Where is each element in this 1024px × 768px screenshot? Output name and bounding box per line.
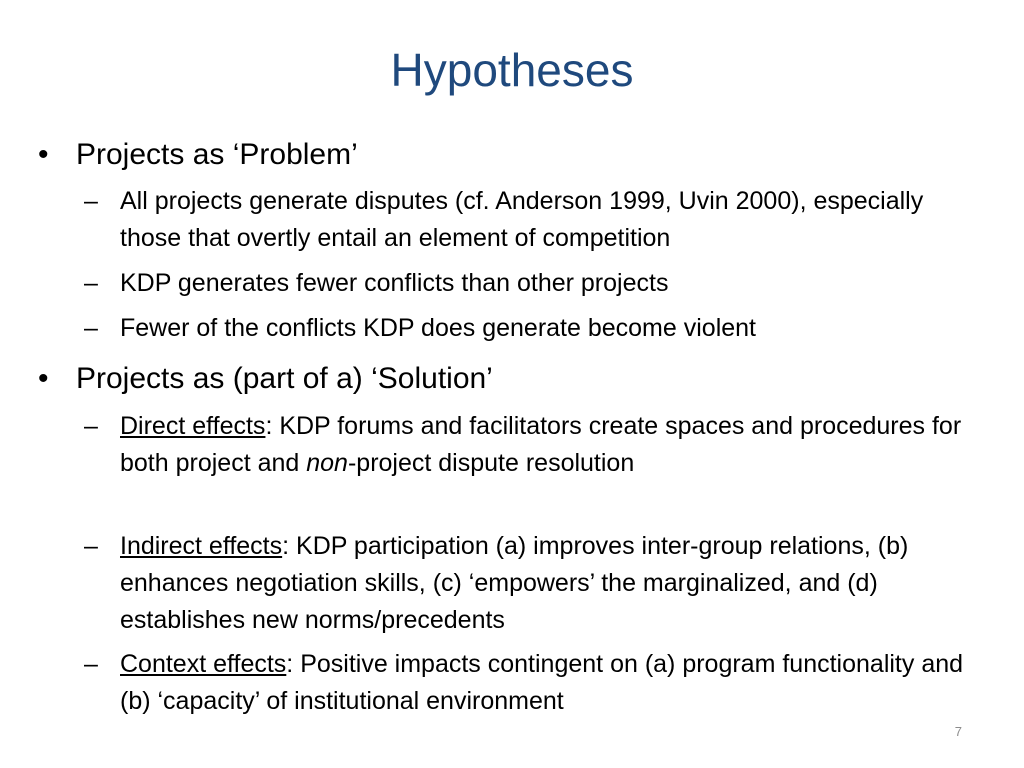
bullet-heading: Projects as (part of a) ‘Solution’ [76, 362, 493, 395]
sub-bullet [84, 183, 984, 257]
effect-text-end: -project dispute resolution [347, 449, 635, 477]
sub-bullet-text [120, 528, 984, 639]
effect-text: : KDP forums and facilitators create spaces and procedures for both project and [120, 412, 962, 477]
bullet-projects-as-solution [38, 360, 978, 398]
page-number: 7 [954, 724, 962, 739]
effect-label: Indirect effects [120, 532, 283, 560]
dash-icon: – [84, 650, 98, 678]
slide-title: Hypotheses [390, 44, 634, 96]
sub-bullet-text: Fewer of the conflicts KDP does generate become violent [120, 314, 756, 342]
dash-icon: – [84, 314, 98, 342]
effect-label: Direct effects [120, 412, 266, 440]
sub-bullet [84, 265, 984, 302]
sub-bullet-direct-effects [84, 408, 984, 482]
sub-bullet-text [120, 408, 984, 482]
sub-bullet-text [120, 646, 984, 720]
dash-icon: – [84, 412, 98, 440]
sub-bullet-context-effects [84, 646, 984, 720]
bullet-projects-as-problem [38, 136, 978, 174]
dash-icon: – [84, 269, 98, 297]
bullet-dot-icon: • [38, 138, 49, 171]
sub-bullet [84, 310, 984, 347]
sub-bullet-text: KDP generates fewer conflicts than other projects [120, 269, 669, 297]
italic-word: non [306, 449, 348, 477]
bullet-dot-icon: • [38, 362, 49, 395]
sub-bullet-text: All projects generate disputes (cf. Anderson 1999, Uvin 2000), especially those that overtly entail an element of competition [120, 187, 924, 252]
effect-label: Context effects [120, 650, 287, 678]
dash-icon: – [84, 187, 98, 215]
effect-text: : KDP participation (a) improves inter-group relations, (b) enhances negotiation skills, (c) ‘empowers’ the marginalized, and (d) establishes new norms/precedents [120, 532, 909, 634]
dash-icon: – [84, 532, 98, 560]
effect-text: : Positive impacts contingent on (a) program functionality and (b) ‘capacity’ of institutional environment [120, 650, 964, 715]
bullet-heading: Projects as ‘Problem’ [76, 138, 358, 171]
sub-bullet-indirect-effects [84, 528, 984, 639]
